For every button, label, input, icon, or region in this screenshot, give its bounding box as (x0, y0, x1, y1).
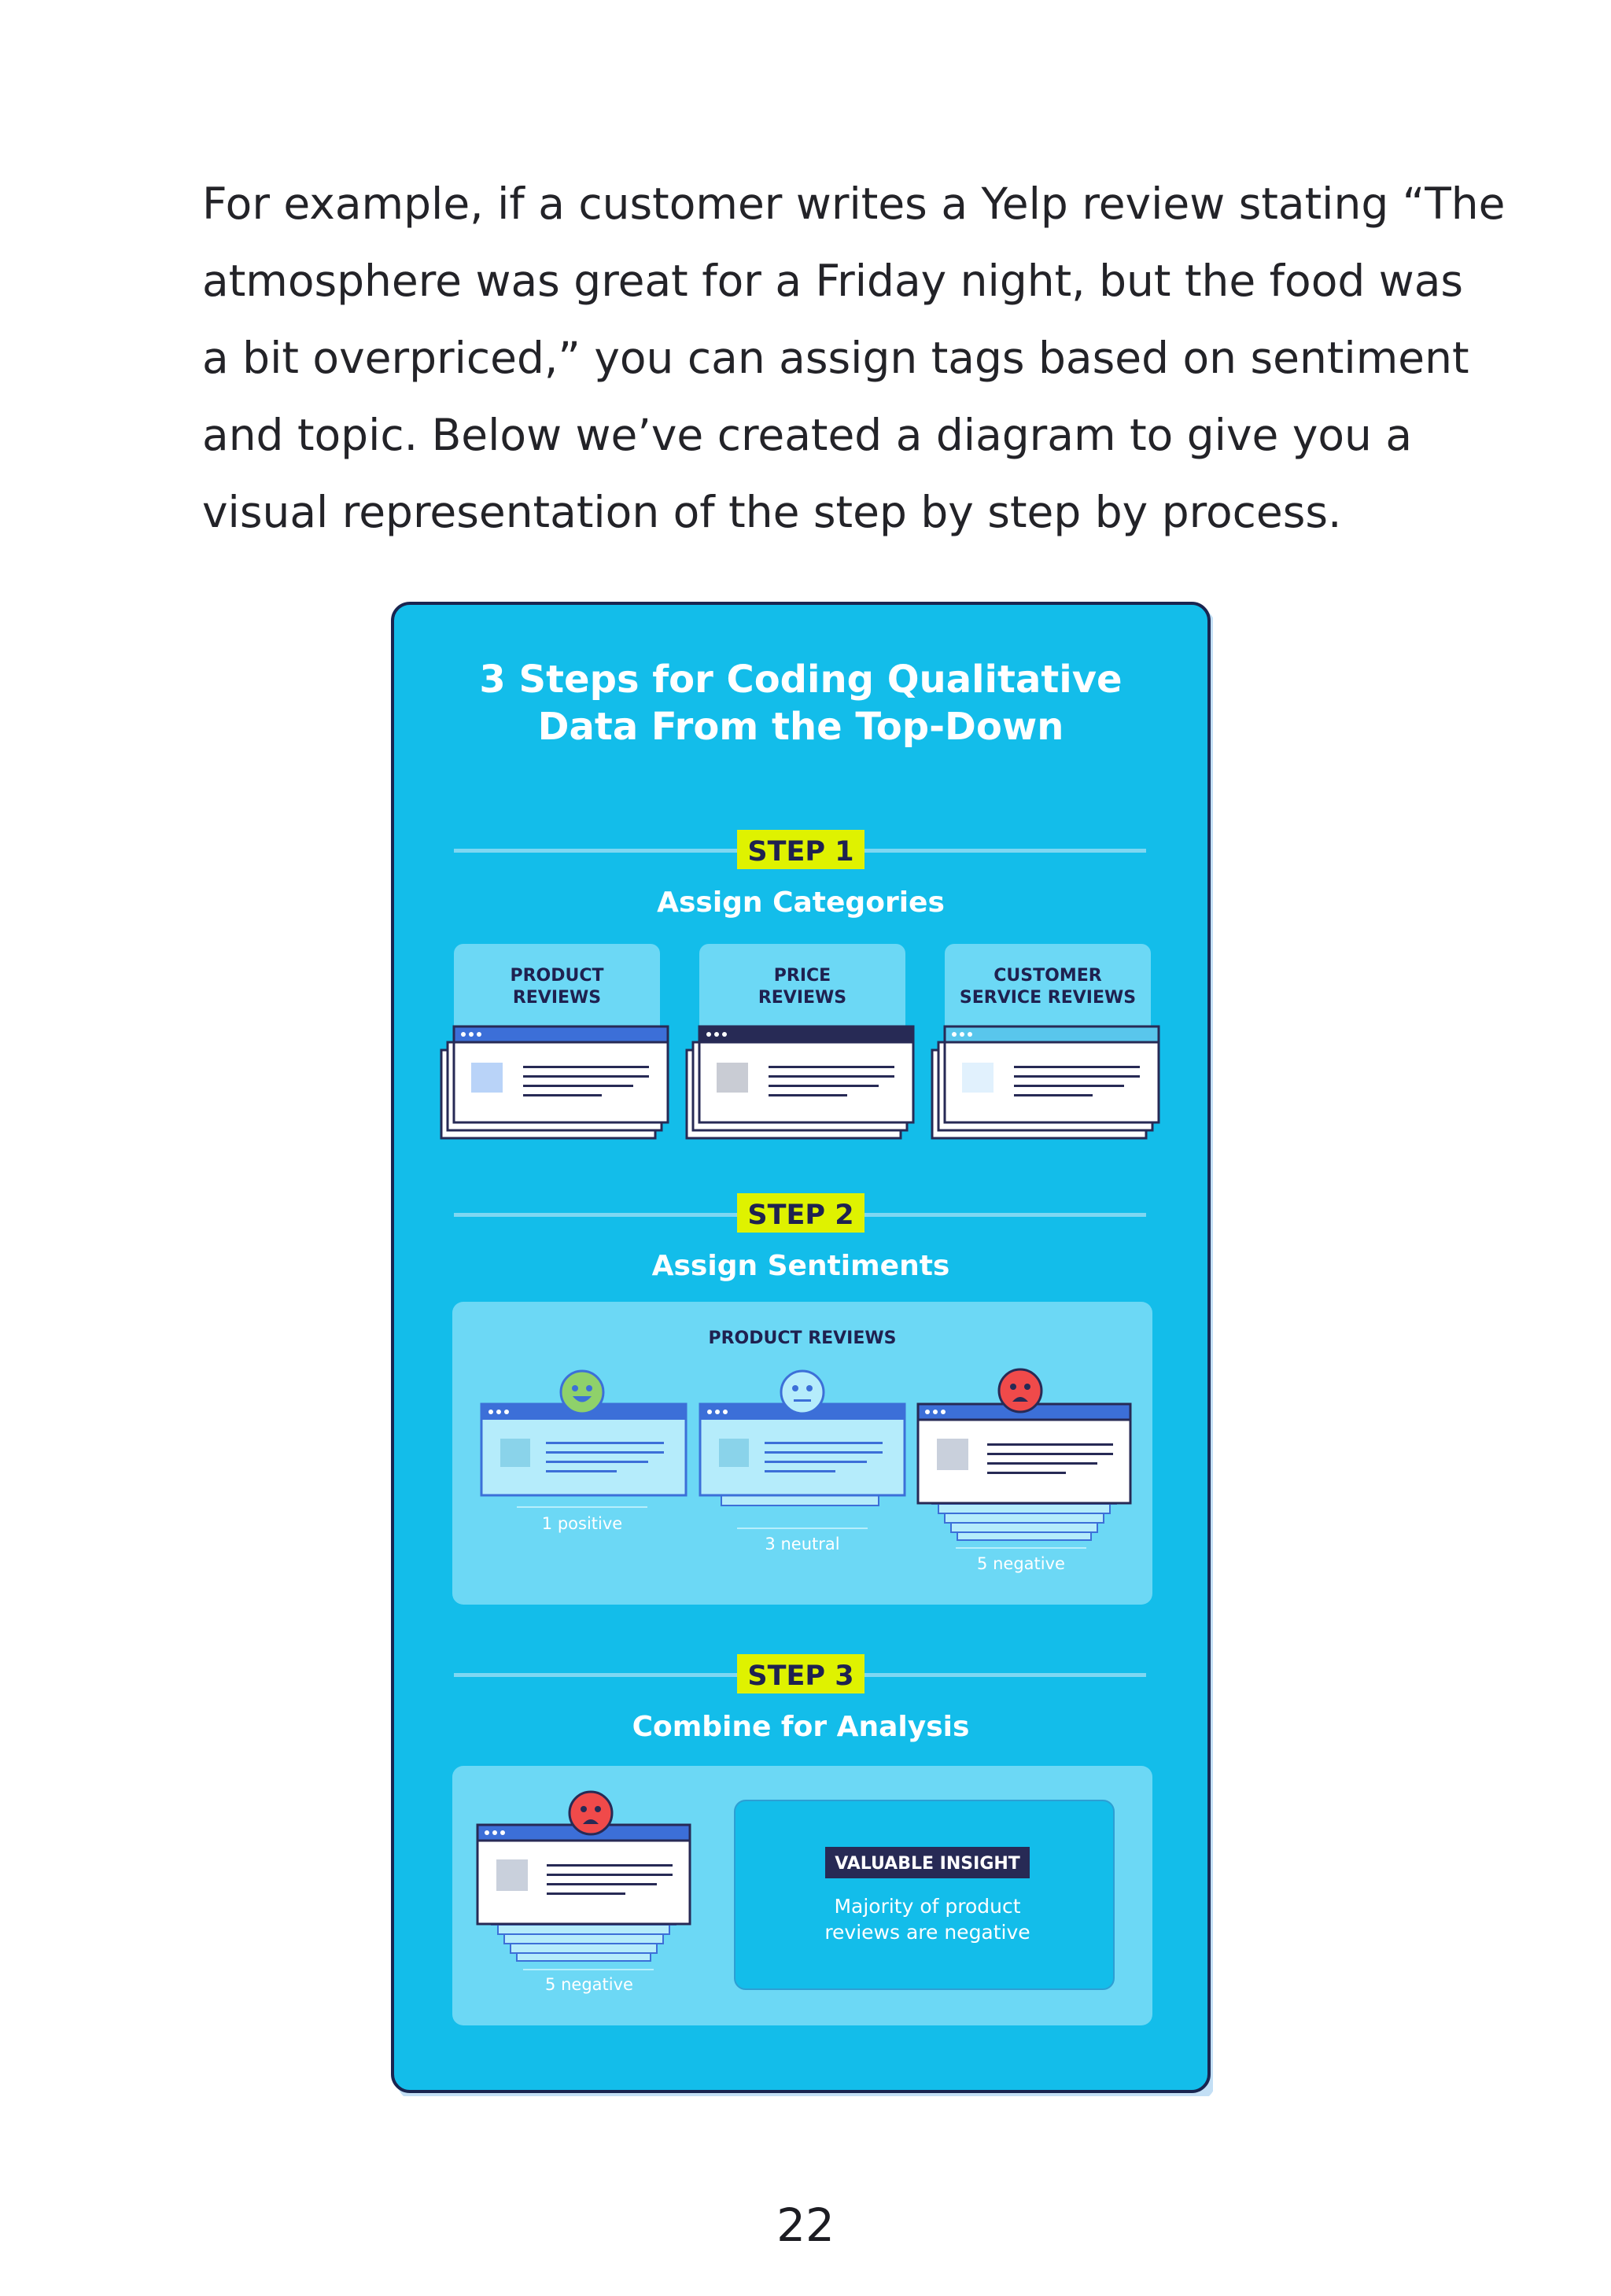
coding-steps-infographic (391, 602, 1213, 2096)
combined-caption: 5 negative (545, 1975, 633, 1994)
sad-face-icon (570, 1792, 612, 1834)
smiley-face-icon (561, 1371, 603, 1413)
insight-text-line2: reviews are negative (824, 1921, 1030, 1944)
insight-text-line1: Majority of product (834, 1895, 1021, 1918)
sentiment-caption: 3 neutral (765, 1535, 840, 1553)
neutral-face-icon (781, 1371, 824, 1413)
body-paragraph (202, 165, 1506, 551)
page-number: 22 (776, 2198, 835, 2252)
step1-badge-label: STEP 1 (747, 836, 854, 868)
category-customer-service-reviews (932, 944, 1159, 1138)
step3-heading: Combine for Analysis (632, 1711, 970, 1743)
infographic-title-line2: Data From the Top-Down (537, 705, 1064, 749)
sentiment-caption: 5 negative (977, 1554, 1065, 1573)
infographic-title-line1: 3 Steps for Coding Qualitative (479, 658, 1123, 702)
paragraph-line: visual representation of the step by step by process. (202, 487, 1342, 537)
sentiment-caption: 1 positive (541, 1514, 623, 1533)
step2-heading: Assign Sentiments (651, 1250, 950, 1282)
paragraph-line: and topic. Below we’ve created a diagram to give you a (202, 410, 1413, 460)
step2-badge-label: STEP 2 (747, 1200, 854, 1231)
step3-badge-label: STEP 3 (747, 1660, 854, 1692)
category-label-line1: CUSTOMER (994, 966, 1102, 986)
category-label-line2: REVIEWS (758, 988, 847, 1008)
paragraph-line: For example, if a customer writes a Yelp review stating “The (202, 179, 1506, 229)
category-price-reviews (687, 944, 913, 1138)
paragraph-line: a bit overpriced,” you can assign tags based on sentiment (202, 333, 1469, 383)
sentiment-panel-label: PRODUCT REVIEWS (708, 1329, 897, 1348)
paragraph-line: atmosphere was great for a Friday night, but the food was (202, 256, 1464, 306)
category-label-line2: SERVICE REVIEWS (959, 988, 1137, 1008)
insight-box (735, 1800, 1114, 1989)
step1-heading: Assign Categories (657, 886, 945, 919)
category-label-line2: REVIEWS (512, 988, 602, 1008)
category-label-line1: PRICE (773, 966, 831, 986)
sad-face-icon (999, 1369, 1041, 1412)
category-product-reviews (441, 944, 668, 1138)
category-label-line1: PRODUCT (510, 966, 604, 986)
insight-label: VALUABLE INSIGHT (835, 1854, 1020, 1874)
